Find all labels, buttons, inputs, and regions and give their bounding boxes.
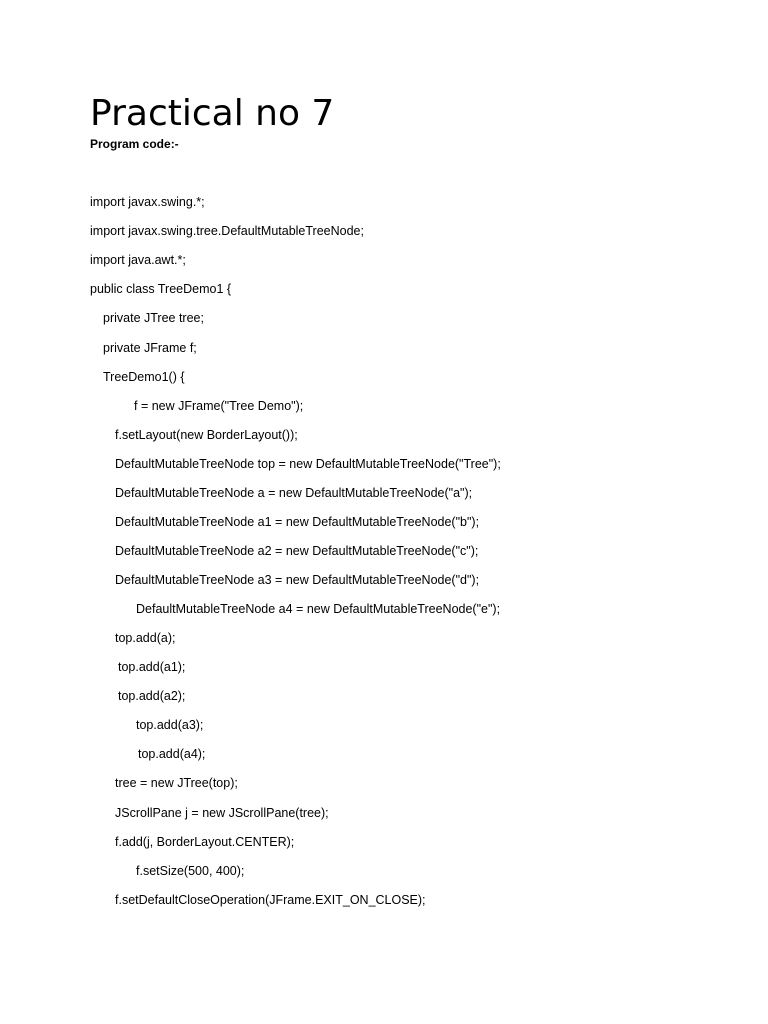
code-line: top.add(a3);	[136, 718, 204, 732]
code-line: TreeDemo1() {	[103, 370, 185, 384]
code-line: f = new JFrame("Tree Demo");	[134, 399, 304, 413]
code-line: f.setSize(500, 400);	[136, 864, 245, 878]
code-line: JScrollPane j = new JScrollPane(tree);	[115, 806, 329, 820]
code-line: import javax.swing.tree.DefaultMutableTreeNode;	[90, 224, 364, 238]
code-line: top.add(a);	[115, 631, 176, 645]
code-line: top.add(a2);	[118, 689, 186, 703]
code-line: DefaultMutableTreeNode a2 = new DefaultMutableTreeNode("c");	[115, 544, 479, 558]
code-line: DefaultMutableTreeNode a1 = new DefaultMutableTreeNode("b");	[115, 515, 480, 529]
code-line: tree = new JTree(top);	[115, 776, 238, 790]
code-line: import javax.swing.*;	[90, 195, 205, 209]
code-line: private JTree tree;	[103, 311, 204, 325]
code-line: f.setDefaultCloseOperation(JFrame.EXIT_ON_CLOSE);	[115, 893, 426, 907]
page-title: Practical no 7	[90, 93, 335, 134]
program-code-heading: Program code:-	[90, 137, 179, 151]
code-line: f.add(j, BorderLayout.CENTER);	[115, 835, 295, 849]
code-line: DefaultMutableTreeNode a4 = new DefaultMutableTreeNode("e");	[136, 602, 501, 616]
code-line: DefaultMutableTreeNode a3 = new DefaultMutableTreeNode("d");	[115, 573, 480, 587]
code-line: public class TreeDemo1 {	[90, 282, 232, 296]
code-line: DefaultMutableTreeNode a = new DefaultMutableTreeNode("a");	[115, 486, 473, 500]
code-line: f.setLayout(new BorderLayout());	[115, 428, 298, 442]
code-line: top.add(a1);	[118, 660, 186, 674]
code-line: top.add(a4);	[138, 747, 206, 761]
code-line: DefaultMutableTreeNode top = new DefaultMutableTreeNode("Tree");	[115, 457, 501, 471]
code-line: import java.awt.*;	[90, 253, 186, 267]
code-line: private JFrame f;	[103, 341, 197, 355]
